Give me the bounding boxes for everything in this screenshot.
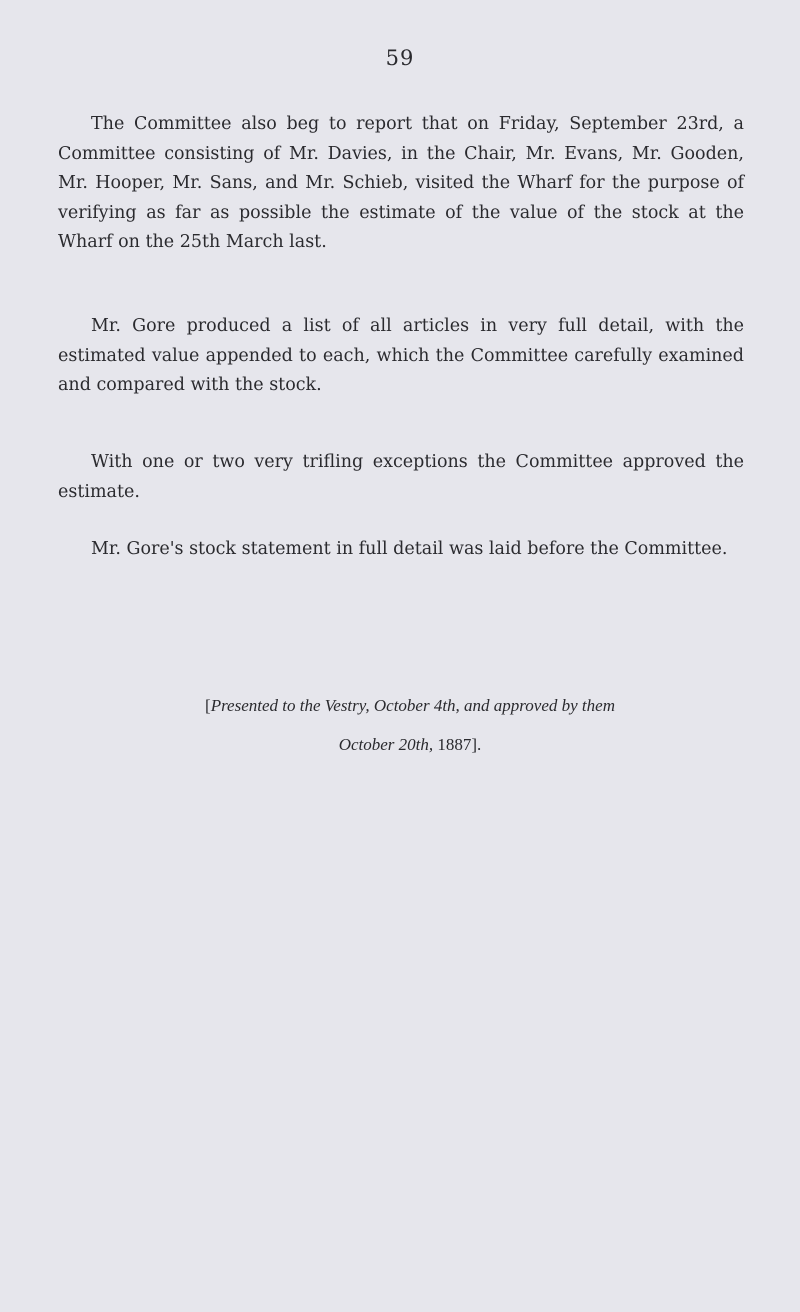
- paragraph-stock-statement: Mr. Gore's stock statement in full detail was laid before the Committee.: [91, 539, 728, 559]
- presentation-note-line1: Presented to the Vestry, October 4th, and approved by them: [210, 696, 615, 715]
- page-number: 59: [385, 46, 415, 70]
- open-bracket: [: [205, 696, 211, 715]
- presentation-note-line2: October 20th,: [338, 735, 434, 754]
- close-bracket: ].: [471, 735, 482, 754]
- presentation-note-year: 1887: [437, 735, 472, 754]
- paragraph-committee-visit: The Committee also beg to report that on Friday, September 23rd, a Committee consisting of Mr. Davies, in the Chair, Mr. Evans, Mr. Gooden, Mr. Hooper, Mr. Sans, and Mr. Schieb, visited the Wharf for the purpose of verifying as far as possible the estimate of the value of the stock at the Wharf on the 25th March last.: [58, 114, 744, 252]
- paragraph-estimate-approved: With one or two very trifling exceptions the Committee approved the estimate.: [58, 452, 744, 502]
- paragraph-list-produced: Mr. Gore produced a list of all articles in very full detail, with the estimated value appended to each, which the Committee carefully examined and compared with the stock.: [58, 316, 744, 395]
- presentation-note: [100, 686, 720, 764]
